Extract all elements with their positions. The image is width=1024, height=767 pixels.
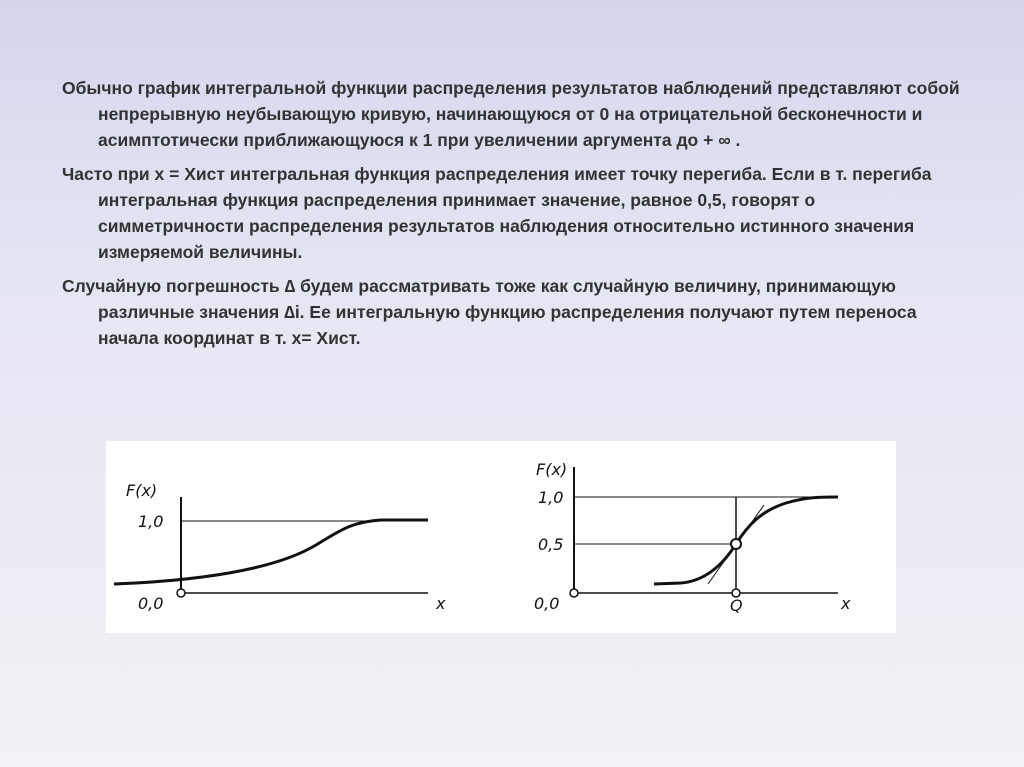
figures-svg bbox=[106, 441, 896, 633]
slide-body-text bbox=[62, 75, 962, 359]
paragraph-inflection-point: Часто при х = Хист интегральная функция распределения имеет точку перегиба. Если в т. перегиба интегральная функция распределения принимает значение, равное 0,5, говорят о симметричности распределения результатов наблюдения относительно истинного значения измеряемой величины. bbox=[62, 164, 932, 262]
right-tick-05-label: 0,5 bbox=[538, 535, 564, 554]
left-tick-1-label: 1,0 bbox=[138, 512, 164, 531]
paragraph-random-error: Случайную погрешность ∆ будем рассматривать тоже как случайную величину, принимающую различные значения ∆i. Ее интегральную функцию распределения получают путем переноса начала координат в т. х= Хист. bbox=[62, 276, 917, 348]
figure-panel bbox=[106, 441, 896, 633]
left-y-axis-label: F(x) bbox=[126, 481, 158, 500]
paragraph-cdf-description: Обычно график интегральной функции распределения результатов наблюдений представляют собой непрерывную неубывающую кривую, начинающуюся от 0 на отрицательной бесконечности и асимптотически приближающуюся к 1 при увеличении аргумента до + ∞ . bbox=[62, 78, 960, 150]
right-cdf-plot bbox=[570, 467, 838, 597]
right-cdf-curve bbox=[654, 497, 838, 584]
left-tick-origin-label: 0,0 bbox=[138, 594, 164, 613]
right-q-label: Q bbox=[730, 596, 743, 615]
right-inflection-point bbox=[731, 539, 741, 549]
right-x-axis-label: x bbox=[841, 594, 851, 613]
right-y-axis-label: F(x) bbox=[536, 460, 568, 479]
right-tick-origin-label: 0,0 bbox=[534, 594, 560, 613]
left-x-axis-label: x bbox=[436, 594, 446, 613]
right-tick-1-label: 1,0 bbox=[538, 488, 564, 507]
left-origin-point bbox=[177, 589, 185, 597]
right-origin-point bbox=[570, 589, 578, 597]
